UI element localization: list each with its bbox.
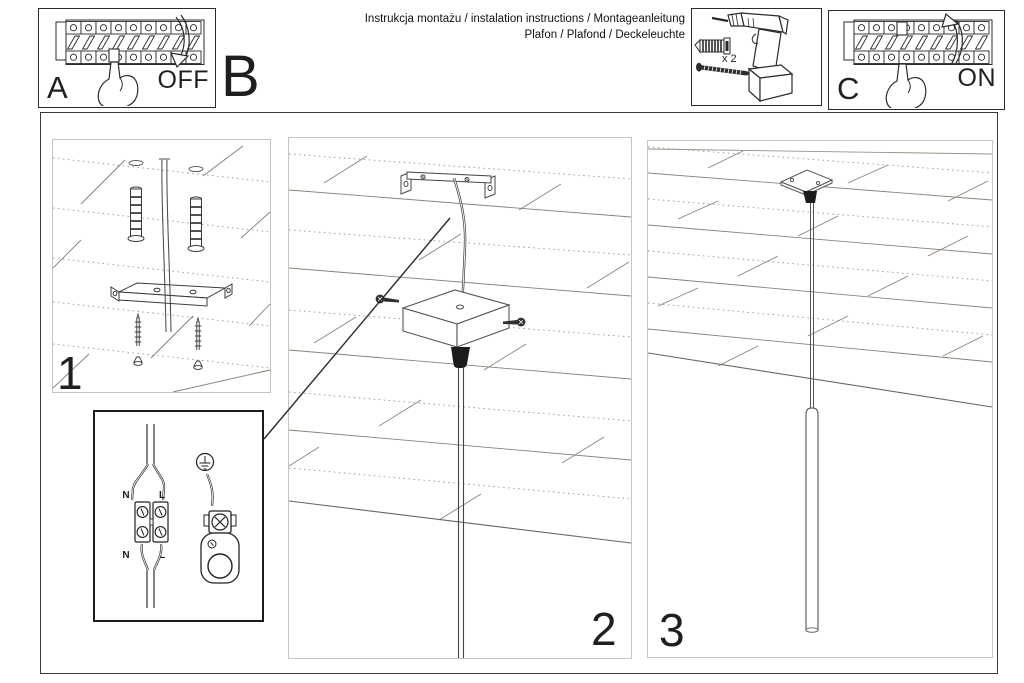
label-l-bottom: L xyxy=(158,550,166,561)
step-b-label: B xyxy=(221,44,260,109)
wall-anchor-icon xyxy=(188,197,204,252)
mounting-bracket-icon xyxy=(401,172,495,198)
cord-grip-icon xyxy=(803,191,817,203)
label-n-top: N xyxy=(122,490,130,501)
step3-number: 3 xyxy=(659,604,685,656)
ground-wire xyxy=(207,474,213,506)
title-line-1: Instrukcja montażu / instalation instructions / Montageanleitung xyxy=(364,13,685,25)
step-c-box xyxy=(828,10,1005,110)
drill-hole xyxy=(189,167,203,172)
ceiling-mounting-illustration xyxy=(53,140,270,392)
suspension-wire xyxy=(454,178,465,306)
drill-and-parts-illustration xyxy=(692,9,820,104)
title-line-2: Plafon / Plafond / Deckeleuchte xyxy=(524,29,685,41)
label-n-bottom: N xyxy=(122,550,130,561)
power-cable xyxy=(159,159,171,332)
canopy-icon xyxy=(403,290,509,347)
canopy-installation-illustration xyxy=(289,138,631,658)
step-c-label: C xyxy=(837,71,860,106)
screw-icon xyxy=(194,318,202,369)
hand-icon xyxy=(98,62,138,106)
breaker-panel-icon xyxy=(844,20,992,65)
mounting-bracket-icon xyxy=(111,283,232,306)
hand-icon xyxy=(886,64,926,108)
supply-cable xyxy=(132,424,164,500)
off-label: OFF xyxy=(157,66,209,94)
label-l-top: L xyxy=(158,490,166,501)
sheet-title xyxy=(300,11,685,43)
screw-icon xyxy=(376,295,399,304)
pendant-cable xyxy=(811,203,814,409)
on-label: ON xyxy=(957,64,996,92)
step-a-box xyxy=(38,8,216,108)
wiring-detail-box xyxy=(93,410,264,622)
wall-anchor-icon xyxy=(128,187,144,242)
step-a-label: A xyxy=(47,70,68,105)
wall-anchor-icon xyxy=(695,38,730,54)
step2-panel xyxy=(288,137,632,659)
pendant-lamp-illustration xyxy=(648,141,992,657)
wiring-diagram xyxy=(95,412,262,620)
drill-hole xyxy=(129,161,143,166)
step3-panel xyxy=(647,140,993,658)
parts-box xyxy=(691,8,822,106)
ground-terminal-icon xyxy=(201,511,239,583)
pendant-tube-icon xyxy=(806,408,818,632)
step1-number: 1 xyxy=(57,347,83,399)
breaker-switch-on xyxy=(897,22,907,35)
pendant-cable xyxy=(459,368,464,658)
step2-number: 2 xyxy=(591,603,617,655)
ground-symbol-icon xyxy=(197,454,214,471)
screw-icon xyxy=(134,314,142,365)
anchor-quantity-label: x 2 xyxy=(722,53,737,65)
breaker-switch-off xyxy=(109,49,119,62)
terminal-block-icon xyxy=(135,502,168,542)
step1-panel xyxy=(52,139,271,399)
